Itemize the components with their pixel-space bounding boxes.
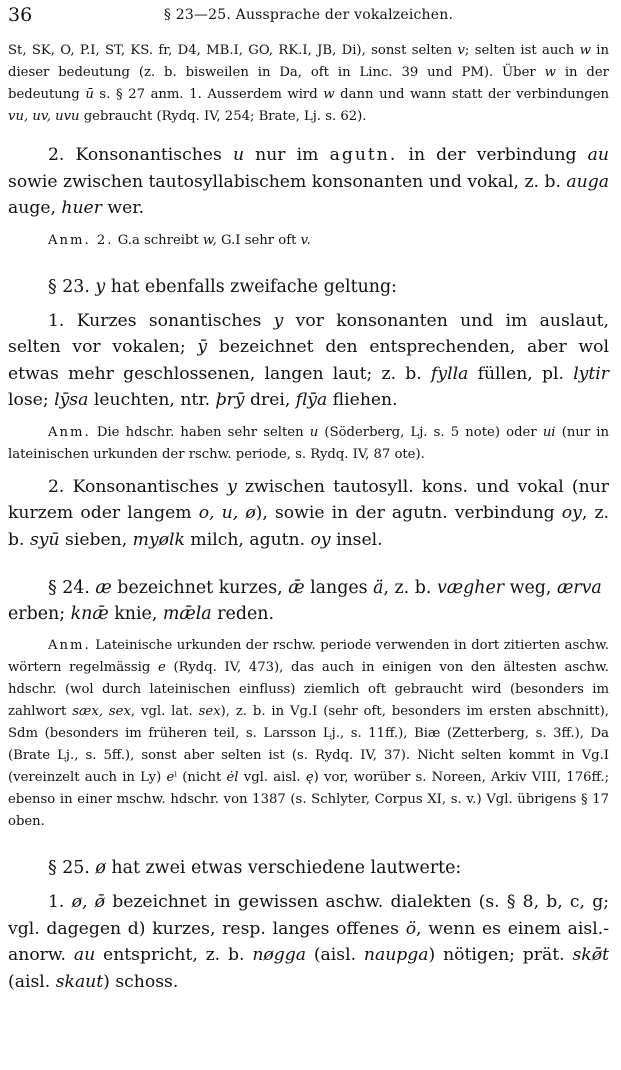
text-run: Anm. [48, 638, 91, 653]
text-run: drei, [244, 390, 296, 410]
text-run: bezeichnet den entsprechenden, aber wol etwas mehr geschlossenen, langen laut; z. b. [8, 337, 609, 384]
italic-term: huer [61, 198, 102, 218]
text-run: Anm. [48, 424, 91, 440]
text-run: ) nötigen; prät. [428, 945, 573, 965]
italic-term: v [457, 43, 465, 58]
text-run: wer. [101, 198, 145, 218]
text-run: entspricht, z. b. [95, 945, 253, 965]
italic-term: au [73, 945, 96, 965]
italic-term: w [544, 65, 556, 80]
text-run: 1. [48, 892, 72, 912]
text-run: sieben, [59, 529, 133, 550]
italic-term: o, u, ø [198, 503, 256, 523]
italic-term: auga [566, 171, 609, 192]
text-run: ), sowie in der agutn. verbindung [255, 503, 562, 523]
section-heading-24 [8, 575, 609, 627]
text-run: in der verbindung [397, 145, 588, 165]
text-run: auge, [8, 198, 62, 218]
text-run: ) vor, worüber s. Noreen, Arkiv VIII, 176ff.; ebenso in einer mschw. hdschr. von 1387 (s. Schlyter, Corpus XI, s. v.) Vgl. übrigens § 17 oben. [8, 770, 610, 829]
italic-term: vægher [436, 578, 505, 598]
italic-term: ä [373, 578, 384, 598]
text-run: , wenn es einem aisl.-anorw. [8, 918, 610, 965]
text-run: milch, agutn. [184, 529, 311, 550]
text-run: knie, [108, 604, 163, 624]
italic-term: naupga [363, 945, 429, 965]
italic-term: ȳ [197, 337, 208, 357]
text-run: , z. b. [383, 578, 437, 598]
text-run: G.I sehr oft [216, 232, 301, 248]
text-run: leuchten, ntr. [88, 390, 216, 410]
italic-term: ærva [556, 578, 602, 598]
text-run: gebraucht (Rydq. IV, 254; Brate, Lj. s. 62). [79, 109, 367, 124]
italic-term: lȳsa [54, 390, 89, 410]
text-run: (aisl. [8, 971, 56, 992]
italic-term: u [232, 145, 245, 165]
italic-term: au [587, 145, 609, 165]
text-run: reden. [211, 604, 274, 624]
paragraph-konsonantisches-u [8, 142, 609, 222]
paragraph-offenes-o [8, 889, 609, 995]
text-run: Lateinische urkunden der rschw. periode verwenden in dort zitierten aschw. wörtern regelmässig [8, 638, 609, 675]
text-run: in dieser bedeutung (z. b. bisweilen in Da, oft in Linc. 39 und PM). Über [8, 43, 609, 80]
text-run: dann und wann statt der verbindungen [334, 87, 610, 102]
paragraph-sonantisches-y [8, 308, 609, 414]
text-run: 2. Konsonantisches [48, 145, 233, 165]
text-run: G.a schreibt [113, 232, 203, 248]
italic-term: vu, uv, uvu [8, 109, 80, 124]
text-run: § 23. [48, 276, 96, 297]
italic-term: y [273, 310, 284, 331]
italic-term: w [579, 43, 591, 58]
page-body [8, 40, 609, 995]
text-run: (Söderberg, Lj. s. 5 note) oder [318, 424, 543, 440]
text-run: , z. b. [8, 503, 609, 550]
text-run: langes [304, 578, 374, 598]
text-run: (aisl. [305, 945, 364, 965]
text-run: ), z. b. in Vg.I (sehr oft, besonders im ersten abschnitt), Sdm (besonders im früheren teil, s. Larsson Lj., s. 11ff.), Biæ (Zetterberg, s. 3ff.), Da (Brate Lj., s. 5ff.), sonst aber selten ist (s. Rydq. IV, 37). Nicht selten kommt in Vg.I (vereinzelt auch in Ly) [8, 704, 609, 785]
text-run: lose; [8, 390, 55, 410]
italic-term: sex [198, 704, 221, 719]
text-run: vgl. aisl. [238, 770, 306, 785]
italic-term: þrȳ [215, 390, 245, 410]
italic-term: y [95, 276, 106, 297]
text-run: ) schoss. [103, 971, 179, 992]
italic-term: ėl [226, 770, 239, 785]
paragraph-konsonantisches-y [8, 474, 609, 554]
text-run: erben; [8, 604, 71, 624]
text-run: hat zwei etwas verschiedene lautwerte: [105, 858, 462, 878]
paragraph-continuation [8, 40, 609, 128]
italic-term: u [309, 424, 319, 440]
italic-term: ui [542, 424, 556, 440]
text-run: agutn. [329, 145, 398, 165]
italic-term: ǣ [288, 578, 305, 598]
italic-term: fylla [431, 363, 469, 384]
text-run: ⁱ (nicht [174, 770, 227, 785]
text-run: sowie zwischen tautosyllabischem konsonanten und vokal, z. b. [8, 171, 567, 192]
text-run: füllen, pl. [468, 363, 574, 384]
text-run: , vgl. lat. [130, 704, 199, 719]
italic-term: ø [95, 858, 106, 878]
note-anm-2 [8, 230, 609, 252]
italic-term: ę [305, 770, 314, 785]
italic-term: v. [300, 232, 311, 248]
text-run: bezeichnet in gewissen aschw. dialekten (s. § 8, b, c, g; vgl. dagegen d) kurzes, resp. langes offenes [8, 892, 610, 939]
text-run: s. § 27 anm. 1. Ausserdem wird [93, 87, 324, 102]
italic-term: w, [202, 232, 217, 248]
text-run: vor konsonanten und im auslaut, selten vor vokalen; [8, 310, 609, 357]
italic-term: ø, ø̄ [71, 892, 105, 912]
text-run: in der bedeutung [8, 65, 609, 102]
text-run: insel. [330, 529, 383, 550]
italic-term: knǣ [70, 604, 109, 624]
text-run: (nur in lateinischen urkunden der rschw. periode, s. Rydq. IV, 87 ote). [8, 424, 609, 462]
text-run: Anm. 2. [48, 232, 114, 248]
note-anm-23 [8, 422, 609, 466]
text-run: 1. Kurzes sonantisches [48, 310, 274, 331]
text-run: St, SK, O, P.I, ST, KS. fr, D4, MB.I, GO, RK.I, JB, Di), sonst selten [8, 43, 458, 58]
italic-term: oy [310, 529, 331, 550]
section-heading-25 [8, 855, 609, 881]
text-run: bezeichnet kurzes, [111, 578, 289, 598]
italic-term: y [227, 476, 237, 497]
italic-term: myølk [132, 529, 185, 550]
italic-term: skaut [55, 971, 104, 992]
text-run: § 25. [48, 858, 96, 878]
text-run: § 24. [48, 578, 96, 598]
note-anm-24 [8, 635, 609, 833]
text-run: zwischen tautosyll. kons. und vokal (nur kurzem oder langem [8, 476, 609, 523]
italic-term: skø̄t [572, 945, 609, 965]
italic-term: ö [405, 918, 417, 939]
italic-term: flȳa [295, 390, 328, 410]
text-run: ; selten ist auch [464, 43, 580, 58]
text-run: weg, [504, 578, 557, 598]
italic-term: sæx, sex [72, 704, 131, 719]
page-header [8, 4, 609, 26]
italic-term: syū [29, 529, 60, 550]
text-run: (Rydq. IV, 473), das auch in einigen von den ältesten aschw. hdschr. (wol durch lateinischen einfluss) ziemlich oft gebraucht wird (besonders im zahlwort [8, 660, 609, 719]
running-head: § 23—25. Aussprache der vokalzeichen. [163, 7, 454, 23]
page-number: 36 [8, 4, 33, 26]
italic-term: w [323, 87, 335, 102]
text-run: hat ebenfalls zweifache geltung: [105, 276, 397, 297]
italic-term: lytir [573, 363, 610, 384]
italic-term: mǣla [162, 604, 212, 624]
italic-term: nøgga [252, 945, 306, 965]
italic-term: e [166, 770, 175, 785]
italic-term: e [157, 660, 166, 675]
italic-term: æ [95, 578, 112, 598]
text-run: nur im [244, 145, 330, 165]
italic-term: oy [561, 503, 582, 523]
text-run: 2. Konsonantisches [48, 476, 228, 497]
section-heading-23 [8, 274, 609, 300]
text-run: fliehen. [327, 390, 398, 410]
text-run: Die hdschr. haben sehr selten [90, 424, 310, 440]
italic-term: ū [85, 87, 94, 102]
